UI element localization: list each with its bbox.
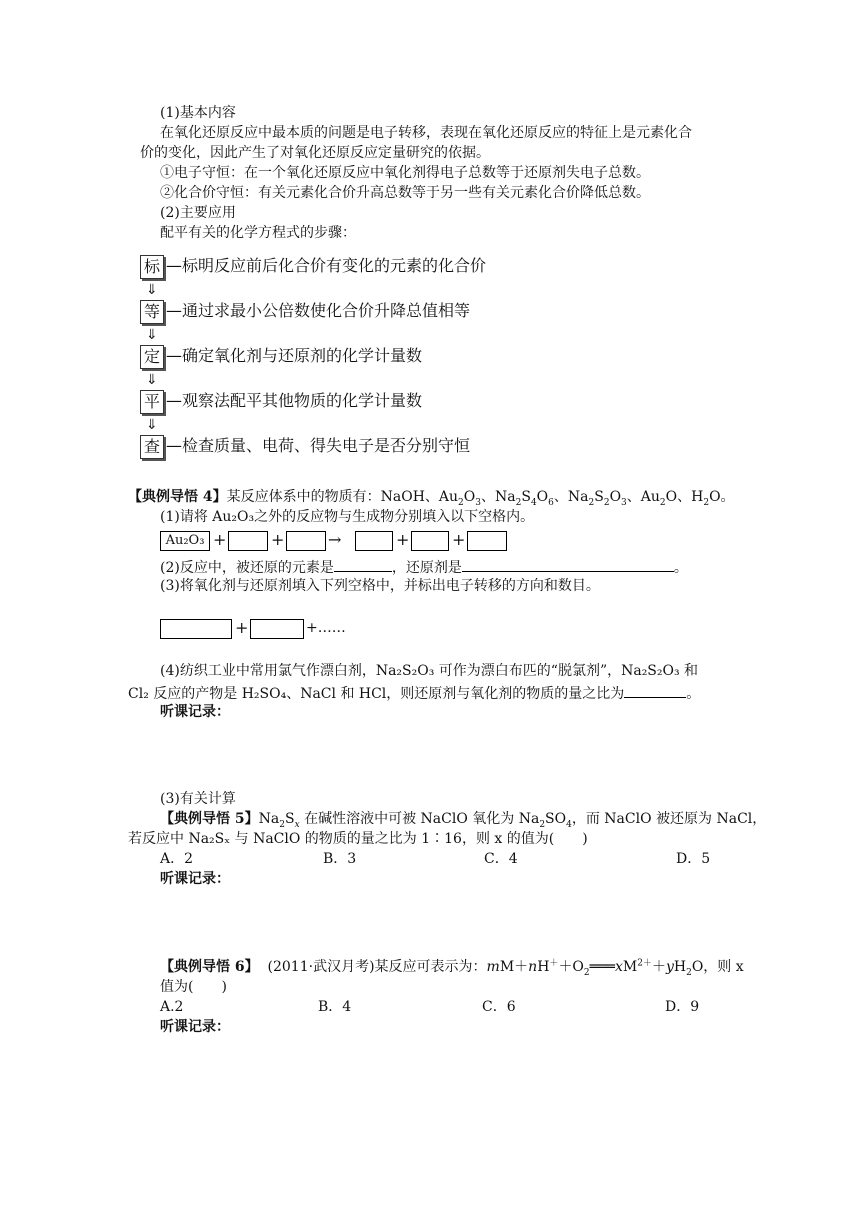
example-4-q1: (1)请将 Au₂O₃之外的反应物与生成物分别填入以下空格内。: [160, 509, 535, 525]
reactant-blank-1[interactable]: [228, 531, 268, 551]
option-a[interactable]: A．2: [160, 851, 194, 867]
option-a[interactable]: A.2: [160, 999, 184, 1015]
answer-blank-reduced-element[interactable]: [334, 557, 392, 572]
step-box-determine: 定: [140, 345, 164, 369]
step-text-check: —检查质量、电荷、得失电子是否分别守恒: [166, 436, 471, 455]
example-4-q4-line2: Cl₂ 反应的产物是 H₂SO₄、NaCl 和 HCl，则还原剂与氧化剂的物质的量之比为 。: [128, 683, 700, 703]
intro-line-2: 价的变化，因此产生了对氧化还原反应定量研究的依据。: [140, 145, 490, 161]
down-arrow-icon: ⇓: [146, 417, 158, 433]
plus-sign: +: [396, 530, 410, 549]
example-4-intro: 【典例导悟 4】某反应体系中的物质有：NaOH、$Au_2O_3$、$Na_2S_4O_6$、$Na_2S_2O_3$、$Au_2O$、$H_2O$。: [128, 489, 735, 508]
plus-sign: +: [271, 530, 285, 549]
option-b[interactable]: B．4: [318, 999, 352, 1015]
example-6-tag: 【典例导悟 6】: [160, 959, 259, 975]
reactant-blank-2[interactable]: [286, 531, 326, 551]
step-box-balance: 平: [140, 390, 164, 414]
point-valence-conservation: ②化合价守恒：有关元素化合价升高总数等于另一些有关元素化合价降低总数。: [160, 185, 650, 201]
oxidant-blank[interactable]: [160, 619, 232, 639]
example-5-tag: 【典例导悟 5】: [160, 811, 259, 827]
example-4-q3: (3)将氧化剂与还原剂填入下列空格中，并标出电子转移的方向和数目。: [160, 578, 600, 594]
plus-sign: +: [452, 530, 466, 549]
box-au2o3: Au₂O₃: [160, 531, 210, 551]
point-electron-conservation: ①电子守恒：在一个氧化还原反应中氧化剂得电子总数等于还原剂失电子总数。: [160, 165, 650, 181]
option-c[interactable]: C．6: [482, 999, 516, 1015]
step-box-equalize: 等: [140, 300, 164, 324]
section-heading-basic: (1)基本内容: [160, 105, 236, 121]
section-heading-calculation: (3)有关计算: [160, 791, 236, 807]
answer-blank-ratio[interactable]: [624, 683, 686, 698]
example-4-tag: 【典例导悟 4】: [128, 489, 227, 505]
section-heading-application: (2)主要应用: [160, 205, 236, 221]
plus-sign: +: [235, 618, 249, 637]
down-arrow-icon: ⇓: [146, 282, 158, 298]
intro-line-1: 在氧化还原反应中最本质的问题是电子转移，表现在氧化还原反应的特征上是元素化合: [160, 125, 692, 141]
example-5-intro: 【典例导悟 5】$Na_2S_x$ 在碱性溶液中可被 NaClO 氧化为 $Na_2SO_4$，而 NaClO 被还原为 NaCl，: [160, 811, 767, 830]
step-box-check: 查: [140, 435, 164, 459]
example-4-q2: (2)反应中，被还原的元素是 ，还原剂是 。: [160, 557, 688, 577]
option-c[interactable]: C．4: [484, 851, 518, 867]
example-6-intro: 【典例导悟 6】 (2011·武汉月考)某反应可表示为：$mM+nH^++O_2═══xM^{2+}+yH_2O$，则 x: [160, 958, 744, 978]
steps-intro: 配平有关的化学方程式的步骤：: [160, 225, 356, 241]
notes-label: 听课记录：: [160, 871, 230, 887]
notes-label: 听课记录：: [160, 704, 230, 720]
down-arrow-icon: ⇓: [146, 327, 158, 343]
answer-blank-reducing-agent[interactable]: [462, 557, 674, 572]
step-text-mark: —标明反应前后化合价有变化的元素的化合价: [166, 256, 487, 275]
step-text-balance: —观察法配平其他物质的化学计量数: [166, 391, 423, 410]
arrow-icon: →: [328, 530, 342, 549]
step-box-mark: 标: [140, 255, 164, 279]
option-d[interactable]: D．9: [665, 999, 700, 1015]
step-text-equalize: —通过求最小公倍数使化合价升降总值相等: [166, 301, 471, 320]
example-5-line2: 若反应中 Na₂Sₓ 与 NaClO 的物质的量之比为 1∶16，则 x 的值为( ): [128, 831, 588, 847]
product-blank-2[interactable]: [411, 531, 449, 551]
example-6-line2: 值为( ): [160, 979, 227, 995]
down-arrow-icon: ⇓: [146, 372, 158, 388]
product-blank-1[interactable]: [355, 531, 393, 551]
example-4-q4-line1: (4)纺织工业中常用氯气作漂白剂，Na₂S₂O₃ 可作为漂白布匹的“脱氯剂”，Na₂S₂O₃ 和: [160, 663, 699, 679]
step-text-determine: —确定氧化剂与还原剂的化学计量数: [166, 346, 423, 365]
plus-sign: +: [213, 530, 227, 549]
reductant-blank[interactable]: [250, 619, 304, 639]
option-d[interactable]: D．5: [676, 851, 711, 867]
option-b[interactable]: B．3: [323, 851, 357, 867]
product-blank-3[interactable]: [467, 531, 507, 551]
notes-label: 听课记录：: [160, 1019, 230, 1035]
ellipsis: +……: [306, 620, 346, 636]
